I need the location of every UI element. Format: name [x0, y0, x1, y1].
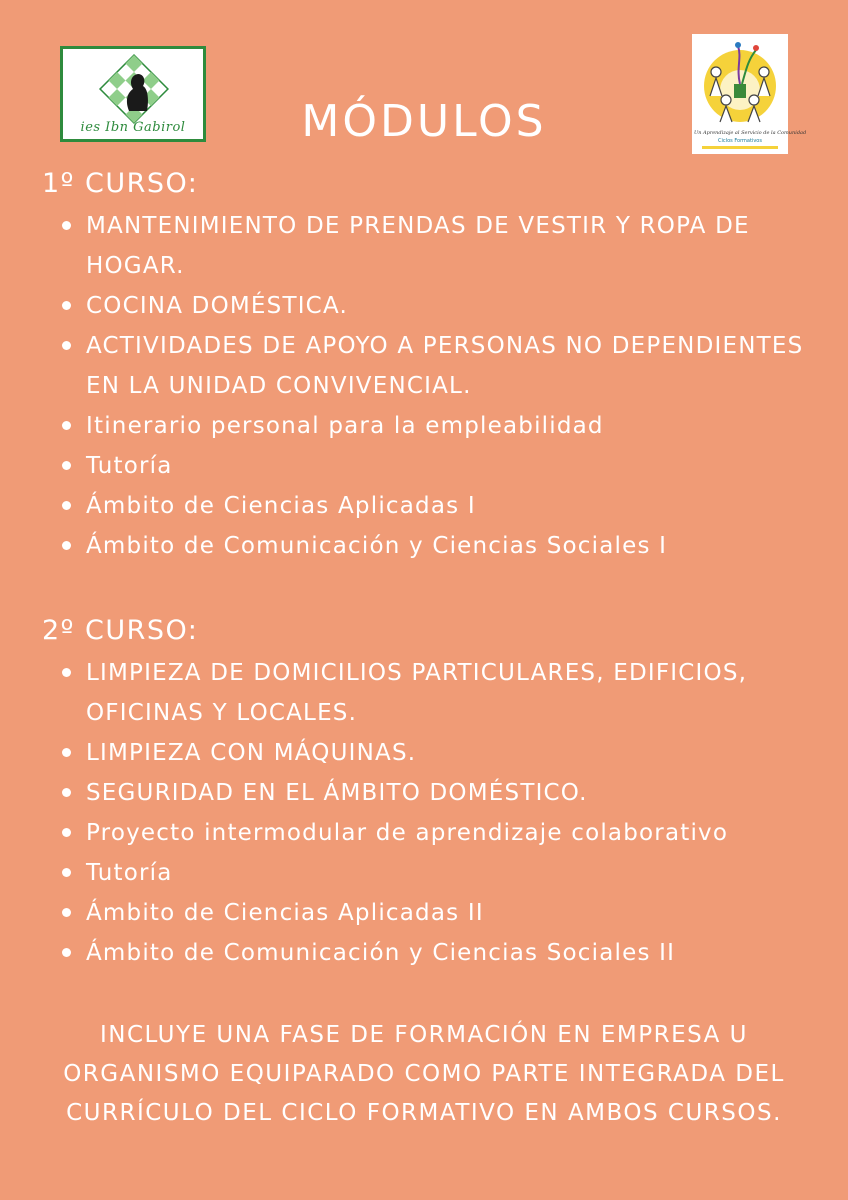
- list-item: Tutoría: [60, 853, 830, 893]
- list-item: Tutoría: [60, 446, 830, 486]
- list-item: LIMPIEZA CON MÁQUINAS.: [60, 733, 830, 773]
- course1-module-list: [60, 206, 830, 566]
- list-item: COCINA DOMÉSTICA.: [60, 286, 830, 326]
- list-item: LIMPIEZA DE DOMICILIOS PARTICULARES, EDIFICIOS, OFICINAS Y LOCALES.: [60, 653, 830, 733]
- program-logo-subtitle: Ciclos Formativos: [718, 138, 762, 144]
- list-item: Proyecto intermodular de aprendizaje colaborativo: [60, 813, 830, 853]
- course1-heading: 1º CURSO:: [42, 168, 199, 199]
- list-item: Ámbito de Comunicación y Ciencias Sociales II: [60, 933, 830, 973]
- list-item: Ámbito de Ciencias Aplicadas I: [60, 486, 830, 526]
- list-item: SEGURIDAD EN EL ÁMBITO DOMÉSTICO.: [60, 773, 830, 813]
- footer-note: INCLUYE UNA FASE DE FORMACIÓN EN EMPRESA U ORGANISMO EQUIPARADO COMO PARTE INTEGRADA DEL CURRÍCULO DEL CICLO FORMATIVO EN AMBOS CURSOS.: [63, 1022, 785, 1126]
- list-item: MANTENIMIENTO DE PRENDAS DE VESTIR Y ROPA DE HOGAR.: [60, 206, 830, 286]
- list-item: Ámbito de Ciencias Aplicadas II: [60, 893, 830, 933]
- program-logo-motto: Un Aprendizaje al Servicio de la Comunidad: [694, 130, 807, 136]
- school-logo-text: ies Ibn Gabirol: [80, 120, 186, 135]
- course2-heading: 2º CURSO:: [42, 615, 199, 646]
- list-item: Itinerario personal para la empleabilidad: [60, 406, 830, 446]
- page-title: MÓDULOS: [301, 96, 547, 147]
- list-item: ACTIVIDADES DE APOYO A PERSONAS NO DEPENDIENTES EN LA UNIDAD CONVIVENCIAL.: [60, 326, 830, 406]
- course2-module-list: [60, 653, 830, 973]
- list-item: Ámbito de Comunicación y Ciencias Sociales I: [60, 526, 830, 566]
